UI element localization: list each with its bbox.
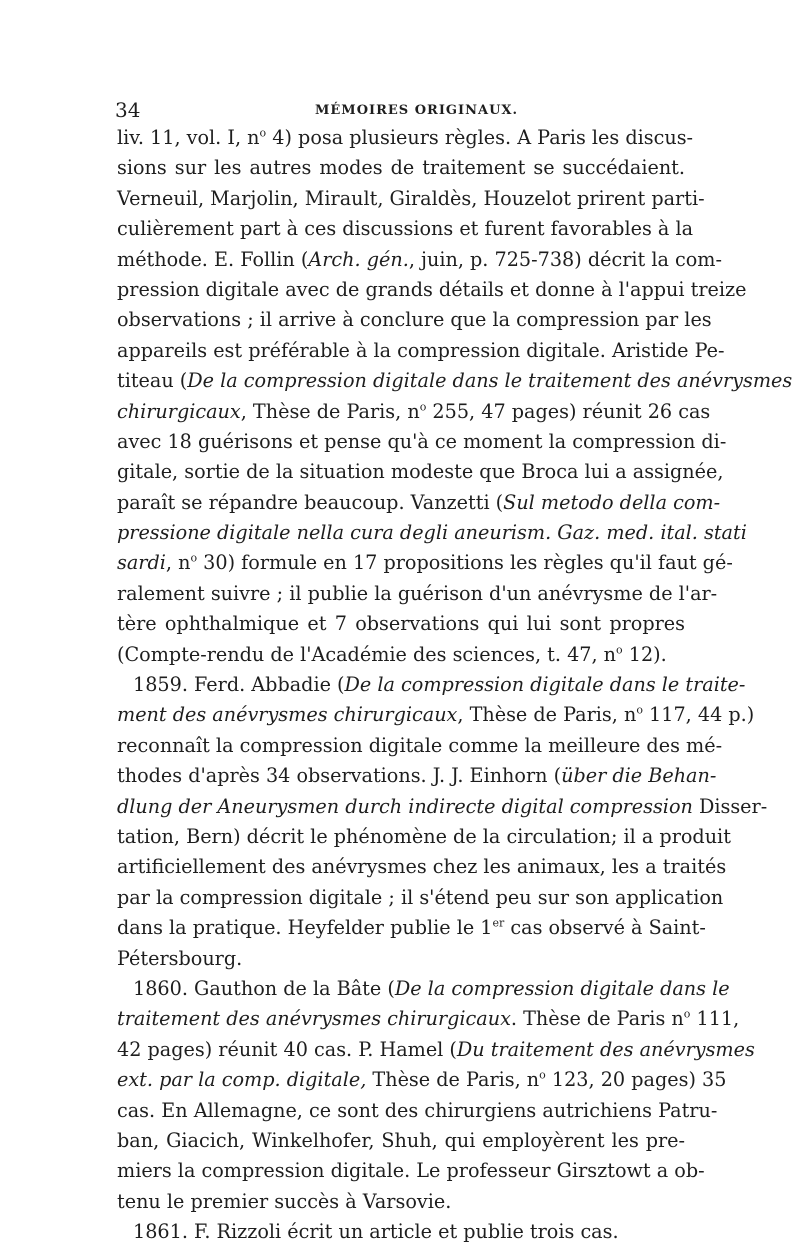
text-line [117,944,685,974]
page-header [115,98,685,122]
text-run: Pétersbourg. [117,946,243,970]
text-run: 1861. F. Rizzoli écrit un article et publie trois cas. [133,1220,619,1244]
text-line [117,974,730,1004]
text-run: cas observé à Saint- [504,916,706,940]
text-run: ralement suivre ; il publie la guérison d'un anévrysme de l'ar- [117,581,718,605]
text-line [117,1156,705,1186]
text-line [117,397,711,427]
text-line [117,1096,718,1126]
text-run: tenu le premier succès à Varsovie. [117,1189,452,1213]
text-line [117,1126,685,1156]
text-run: 42 pages) réunit 40 cas. P. Hamel ( [117,1037,457,1061]
text-run: gitale, sortie de la situation modeste que Broca lui a assignée, [117,460,724,484]
italic-title: ment des anévrysmes chirurgicaux [117,703,458,727]
italic-title: Sul metodo della com- [503,490,721,514]
text-line [117,792,768,822]
text-line [117,366,793,396]
text-run: 30) formule en 17 propositions les règles qu'il faut gé- [197,551,733,575]
text-run: avec 18 guérisons et pense qu'à ce moment la compression di- [117,429,727,453]
italic-title: ext. par la comp. digitale, [117,1068,367,1092]
text-run: pression digitale avec de grands détails et donne à l'appui treize [117,277,747,301]
text-line [117,609,685,639]
italic-title: pressione digitale nella cura degli aneurism. Gaz. med. ital. stati [117,521,747,545]
text-run: 12). [622,642,667,666]
text-run: (Compte-rendu de l'Académie des sciences, t. 47, n [117,642,617,666]
text-run: dans la pratique. Heyfelder publie le 1 [117,916,493,940]
text-run: paraît se répandre beaucoup. Vanzetti ( [117,490,504,514]
text-line [117,548,733,578]
text-line [117,123,694,153]
text-line [117,761,717,791]
text-line [117,852,727,882]
text-line [117,245,722,275]
text-run: titeau ( [117,369,188,393]
italic-title: traitement des anévrysmes chirurgicaux [117,1007,511,1031]
text-line [117,1217,685,1247]
text-run: miers la compression digitale. Le professeur Girsztowt a ob- [117,1159,705,1183]
italic-title: über die Behan- [561,764,717,788]
text-line [117,184,705,214]
text-line [117,305,712,335]
text-line [117,275,747,305]
italic-title: sardi [117,551,166,575]
italic-title: De la compression digitale dans le traitement des anévrysmes [187,369,793,393]
text-line [117,579,718,609]
text-run: tère ophthalmique et 7 observations qui lui sont propres [117,612,685,636]
text-line [117,457,724,487]
text-line [117,731,723,761]
text-run: 123, 20 pages) 35 [545,1068,727,1092]
text-line [117,1187,685,1217]
text-line [117,214,694,244]
text-run: , juin, p. 725-738) décrit la com- [408,247,722,271]
italic-title: chirurgicaux [117,399,241,423]
superscript: o [539,1068,546,1082]
superscript: o [259,126,267,140]
text-run: artificiellement des anévrysmes chez les animaux, les a traités [117,855,727,879]
text-run: , n [165,551,191,575]
text-run: . Thèse de Paris n [510,1007,684,1031]
text-run: Disser- [692,794,768,818]
text-line [117,913,706,943]
superscript: o [419,400,427,414]
text-line [117,1065,727,1095]
text-run: 255, 47 pages) réunit 26 cas [426,399,711,423]
text-run: cas. En Allemagne, ce sont des chirurgiens autrichiens Patru- [117,1098,718,1122]
text-run: liv. 11, vol. I, n [117,126,260,149]
text-line [117,670,746,700]
text-run: appareils est préférable à la compression digitale. Aristide Pe- [117,338,725,362]
text-line [117,488,721,518]
text-line [117,822,731,852]
italic-title: Arch. gén. [308,247,409,271]
text-run: 111, [690,1007,740,1031]
page-number: 34 [115,98,141,122]
text-run: observations ; il arrive à conclure que la compression par les [117,308,712,332]
superscript: er [492,916,505,930]
text-line [117,336,725,366]
text-line [117,883,724,913]
superscript: o [616,643,623,657]
text-run: 4) posa plusieurs règles. A Paris les discus- [266,126,694,149]
text-run: thodes d'après 34 observations. J. J. Einhorn ( [117,764,562,788]
text-line [117,518,747,548]
text-run: tation, Bern) décrit le phénomène de la circulation; il a produit [117,824,731,848]
text-run: 117, 44 p.) [642,703,755,727]
text-run: Thèse de Paris, n [366,1068,540,1092]
text-run: méthode. E. Follin ( [117,247,309,271]
text-line [117,153,685,183]
text-run: par la compression digitale ; il s'étend peu sur son application [117,885,724,909]
text-run: ban, Giacich, Winkelhofer, Shuh, qui employèrent les pre- [117,1128,685,1152]
text-line [117,700,755,730]
text-run: culièrement part à ces discussions et furent favorables à la [117,217,694,241]
running-title: MÉMOIRES ORIGINAUX. [315,103,519,118]
text-run: Verneuil, Marjolin, Mirault, Giraldès, Houzelot prirent parti- [117,186,705,210]
italic-title: De la compression digitale dans le [394,976,730,1000]
text-line [117,640,685,670]
text-run: 1860. Gauthon de la Bâte ( [133,976,395,1000]
superscript: o [683,1007,691,1021]
text-line [117,1035,755,1065]
body-text [117,123,793,1247]
text-run: 1859. Ferd. Abbadie ( [133,673,345,697]
superscript: o [636,704,643,718]
italic-title: dlung der Aneurysmen durch indirecte digital compression [117,794,693,818]
text-run: reconnaît la compression digitale comme la meilleure des mé- [117,733,723,757]
text-run: , Thèse de Paris, n [240,399,420,423]
text-line [117,427,727,457]
italic-title: Du traitement des anévrysmes [456,1037,755,1061]
superscript: o [190,552,198,566]
text-line [117,1004,740,1034]
text-run: sions sur les autres modes de traitement se succédaient. [117,156,685,180]
italic-title: De la compression digitale dans le traite- [344,673,746,697]
text-run: , Thèse de Paris, n [457,703,637,727]
